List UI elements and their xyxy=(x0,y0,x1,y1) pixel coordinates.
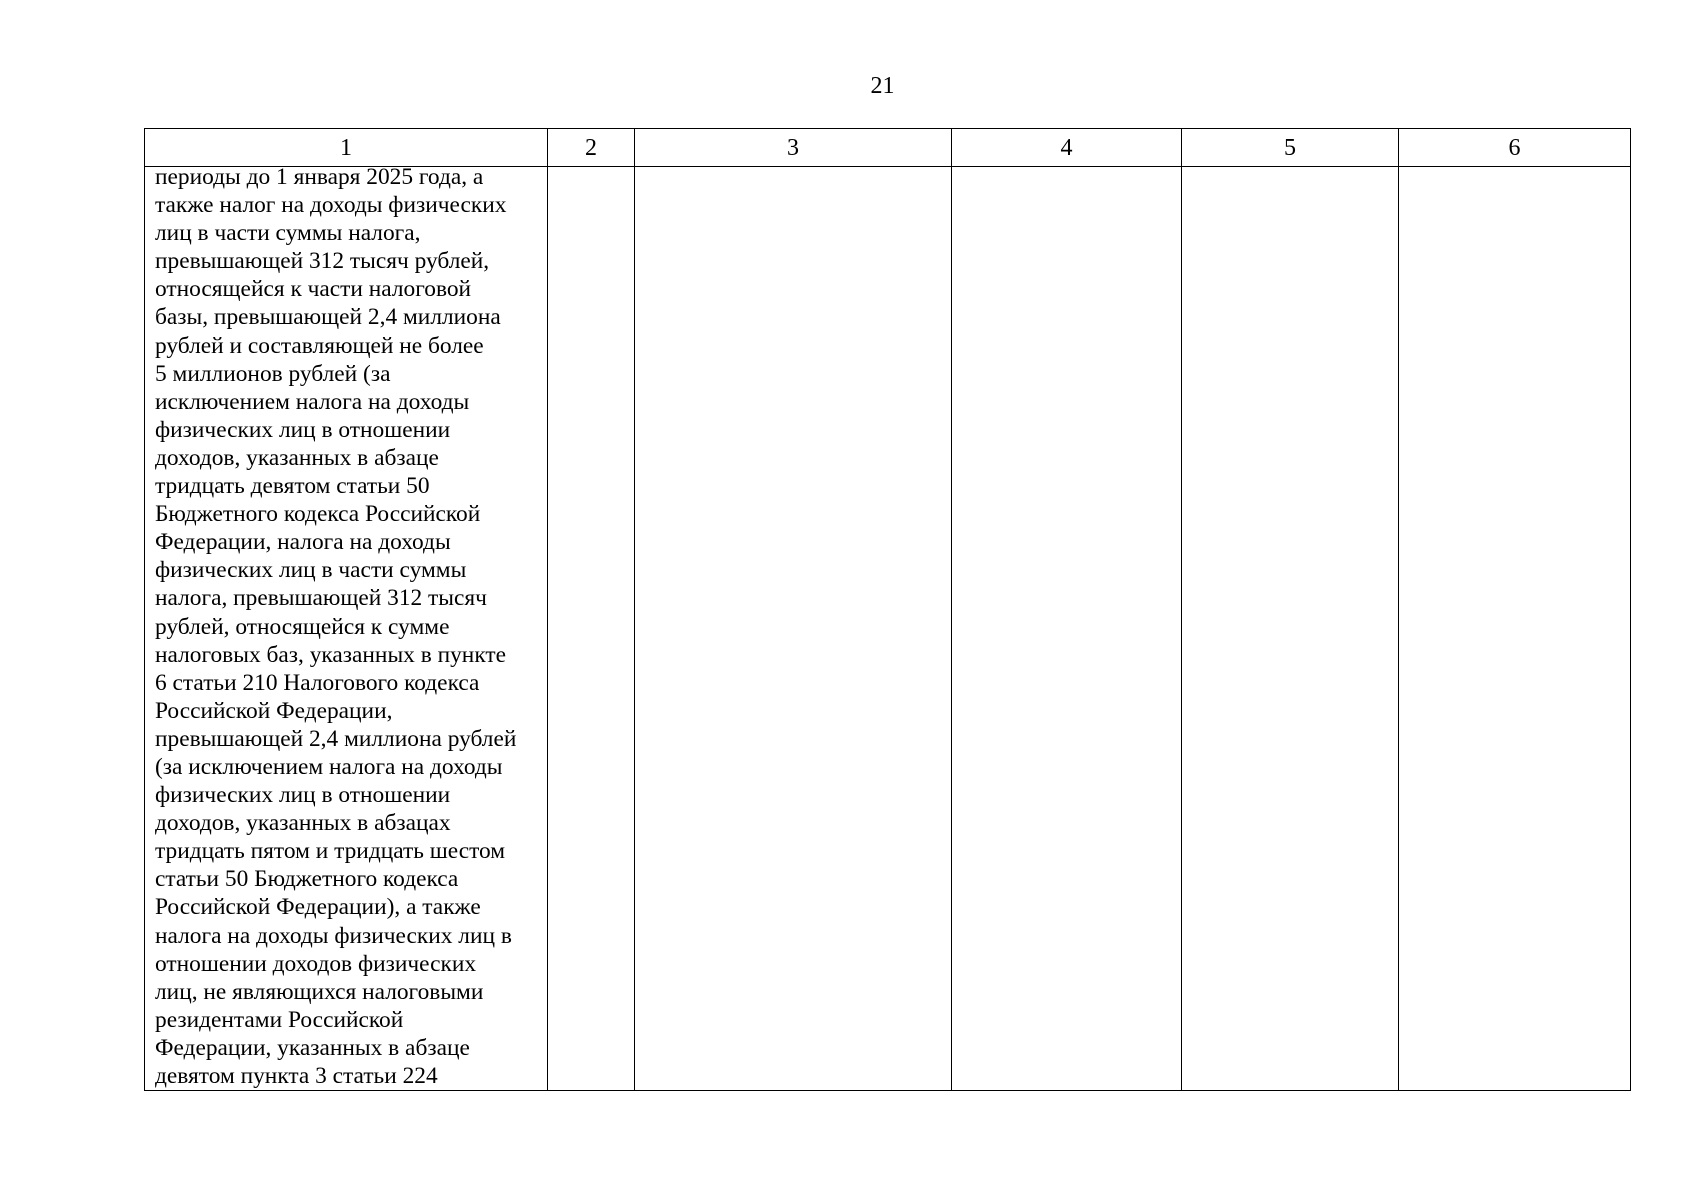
page-number: 21 xyxy=(870,73,895,99)
column-header-6: 6 xyxy=(1399,129,1631,167)
column-header-4: 4 xyxy=(952,129,1182,167)
table-cell-col6 xyxy=(1399,167,1631,1091)
table-row xyxy=(145,167,1631,1091)
table-cell-col2 xyxy=(548,167,635,1091)
column-header-1: 1 xyxy=(145,129,548,167)
column-header-2: 2 xyxy=(548,129,635,167)
table-cell-col3 xyxy=(635,167,952,1091)
column-header-5: 5 xyxy=(1182,129,1399,167)
table-cell-col4 xyxy=(952,167,1182,1091)
column-header-3: 3 xyxy=(635,129,952,167)
table-cell-col5 xyxy=(1182,167,1399,1091)
table-header-row xyxy=(145,129,1631,167)
table-cell-col1 xyxy=(145,164,548,1091)
budget-table xyxy=(144,128,1631,1091)
tax-description-text: периоды до 1 января 2025 года, а также налог на доходы физических лиц в части суммы налога, превышающей 312 тысяч рублей, относящейся к части налоговой базы, превышающей 2,4 миллиона рублей и составляющей не более 5 миллионов рублей (за исключением налога на доходы физических лиц в отношении доходов, указанных в абзаце тридцать девятом статьи 50 Бюджетного кодекса Российской Федерации, налога на доходы физических лиц в части суммы налога, превышающей 312 тысяч рублей, относящейся к сумме налоговых баз, указанных в пункте 6 статьи 210 Налогового кодекса Российской Федерации, превышающей 2,4 миллиона рублей (за исключением налога на доходы физических лиц в отношении доходов, указанных в абзацах тридцать пятом и тридцать шестом статьи 50 Бюджетного кодекса Российской Федерации), а также налога на доходы физических лиц в отношении доходов физических лиц, не являющихся налоговыми резидентами Российской Федерации, указанных в абзаце девятом пункта 3 статьи 224 xyxy=(155,164,517,1089)
